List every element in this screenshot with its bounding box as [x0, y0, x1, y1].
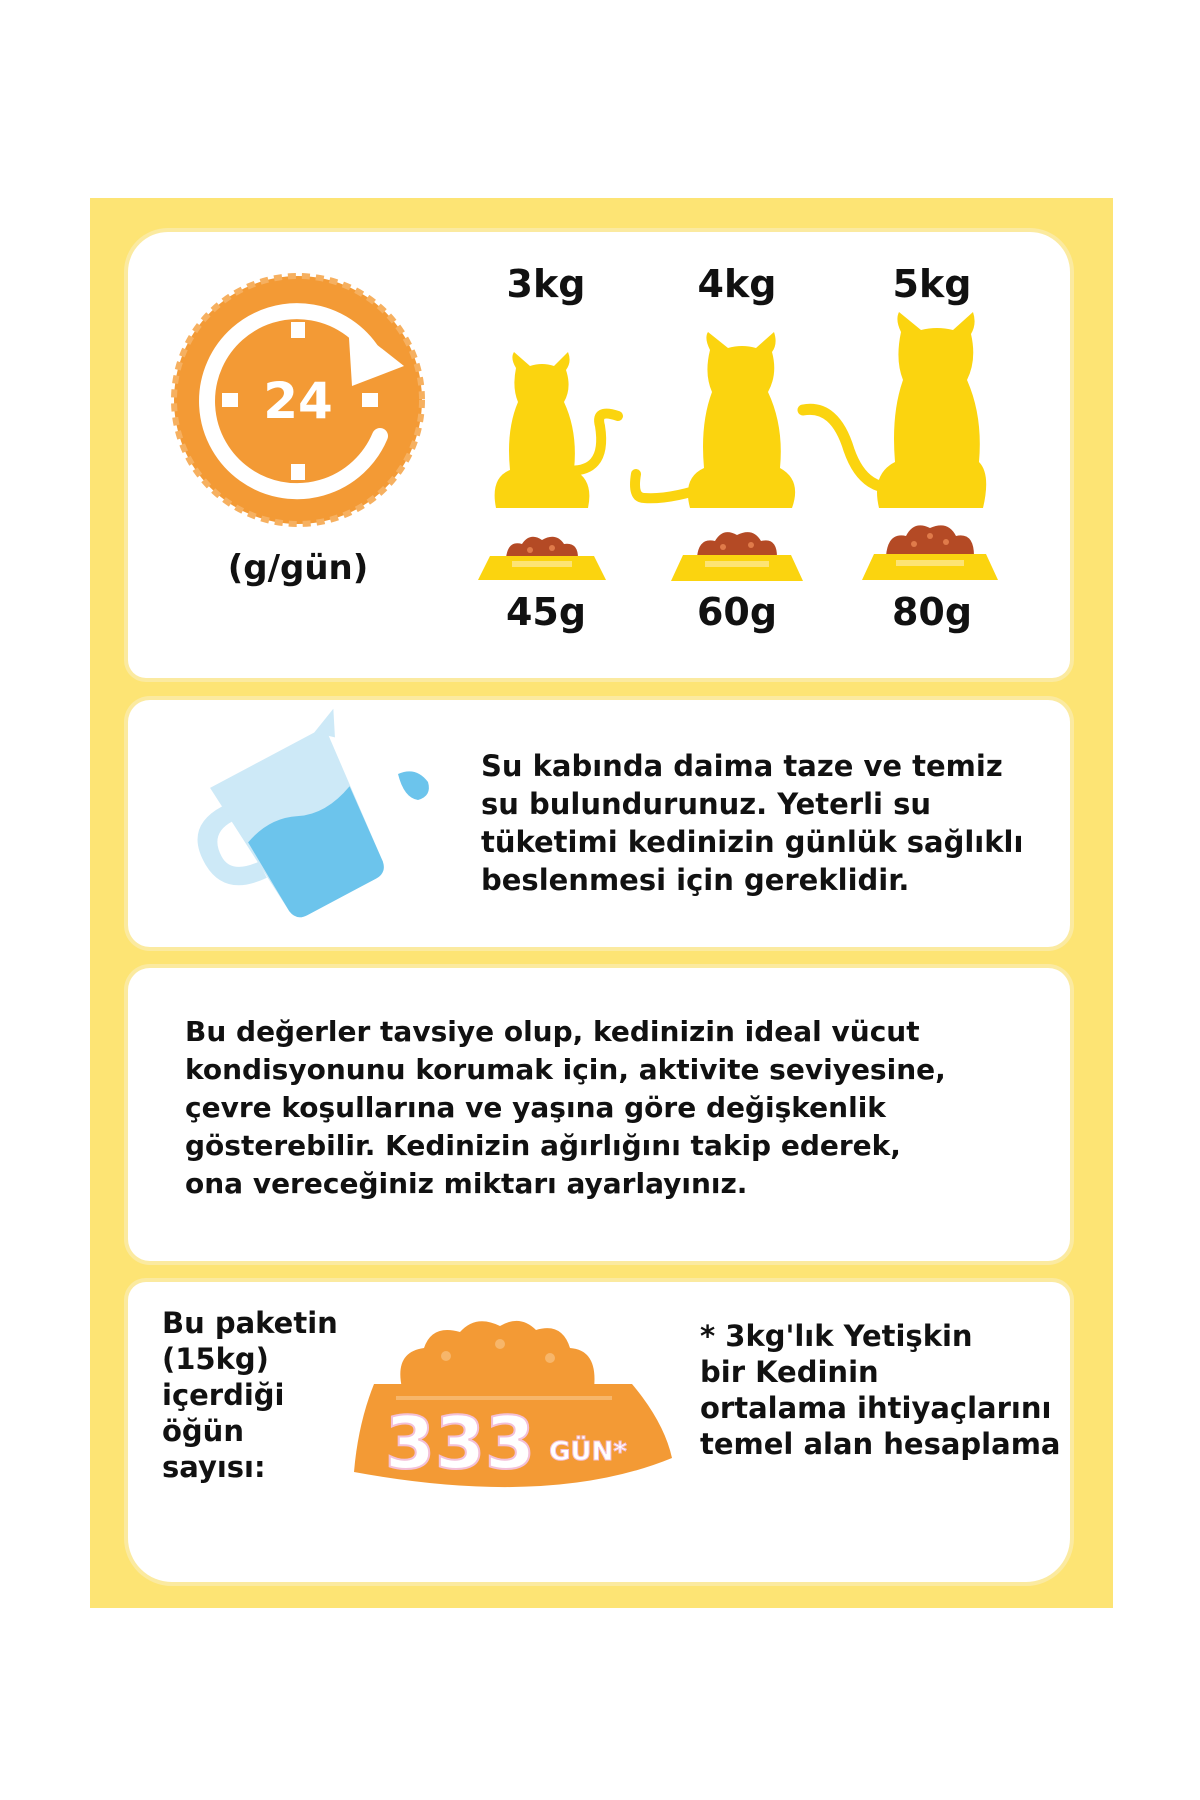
water-advice-text [481, 747, 1023, 899]
kibble-bowl-icon [350, 1312, 680, 1502]
weight-label-3kg: 3kg [506, 262, 586, 306]
amount-label-80g: 80g [891, 590, 973, 634]
package-line: sayısı: [162, 1450, 266, 1484]
weight-label-4kg: 4kg [697, 262, 777, 306]
advice-line: kondisyonunu korumak için, aktivite seviyesine, [185, 1053, 946, 1086]
water-line: Su kabında daima taze ve temiz [481, 749, 1003, 783]
weight-label-5kg: 5kg [892, 262, 972, 306]
note-line: * 3kg'lık Yetişkin [700, 1319, 973, 1353]
package-line: içerdiği [162, 1378, 285, 1412]
note-line: bir Kedinin [700, 1355, 879, 1389]
days-unit: GÜN* [549, 1437, 627, 1467]
note-line: temel alan hesaplama [700, 1427, 1061, 1461]
note-line: ortalama ihtiyaçlarını [700, 1391, 1052, 1425]
package-line: Bu paketin [162, 1306, 338, 1340]
unit-label: (g/gün) [227, 548, 369, 588]
cat-icon [795, 310, 985, 510]
clock-24-icon [168, 270, 428, 530]
food-bowl-icon [472, 528, 612, 588]
amount-label-45g: 45g [505, 590, 587, 634]
amount-label-60g: 60g [696, 590, 778, 634]
package-meals-label [162, 1305, 338, 1485]
calculation-note [700, 1318, 1060, 1462]
cat-icon [490, 350, 630, 510]
water-line: beslenmesi için gereklidir. [481, 863, 910, 897]
advice-line: çevre koşullarına ve yaşına göre değişkenlik [185, 1091, 886, 1124]
advice-line: Bu değerler tavsiye olup, kedinizin ideal vücut [185, 1015, 920, 1048]
food-bowl-icon [667, 525, 807, 588]
cat-icon [630, 330, 800, 510]
food-bowl-icon [860, 520, 1000, 588]
days-number: 333 [384, 1401, 536, 1485]
advice-line: ona vereceğiniz miktarı ayarlayınız. [185, 1167, 748, 1200]
feeding-advice-text [185, 1013, 946, 1203]
package-line: (15kg) [162, 1342, 269, 1376]
advice-line: gösterebilir. Kedinizin ağırlığını takip ederek, [185, 1129, 901, 1162]
water-line: su bulundurunuz. Yeterli su [481, 787, 931, 821]
water-line: tüketimi kedinizin günlük sağlıklı [481, 825, 1024, 859]
water-jug-icon [180, 726, 440, 926]
package-line: öğün [162, 1414, 244, 1448]
clock-number: 24 [263, 372, 333, 430]
